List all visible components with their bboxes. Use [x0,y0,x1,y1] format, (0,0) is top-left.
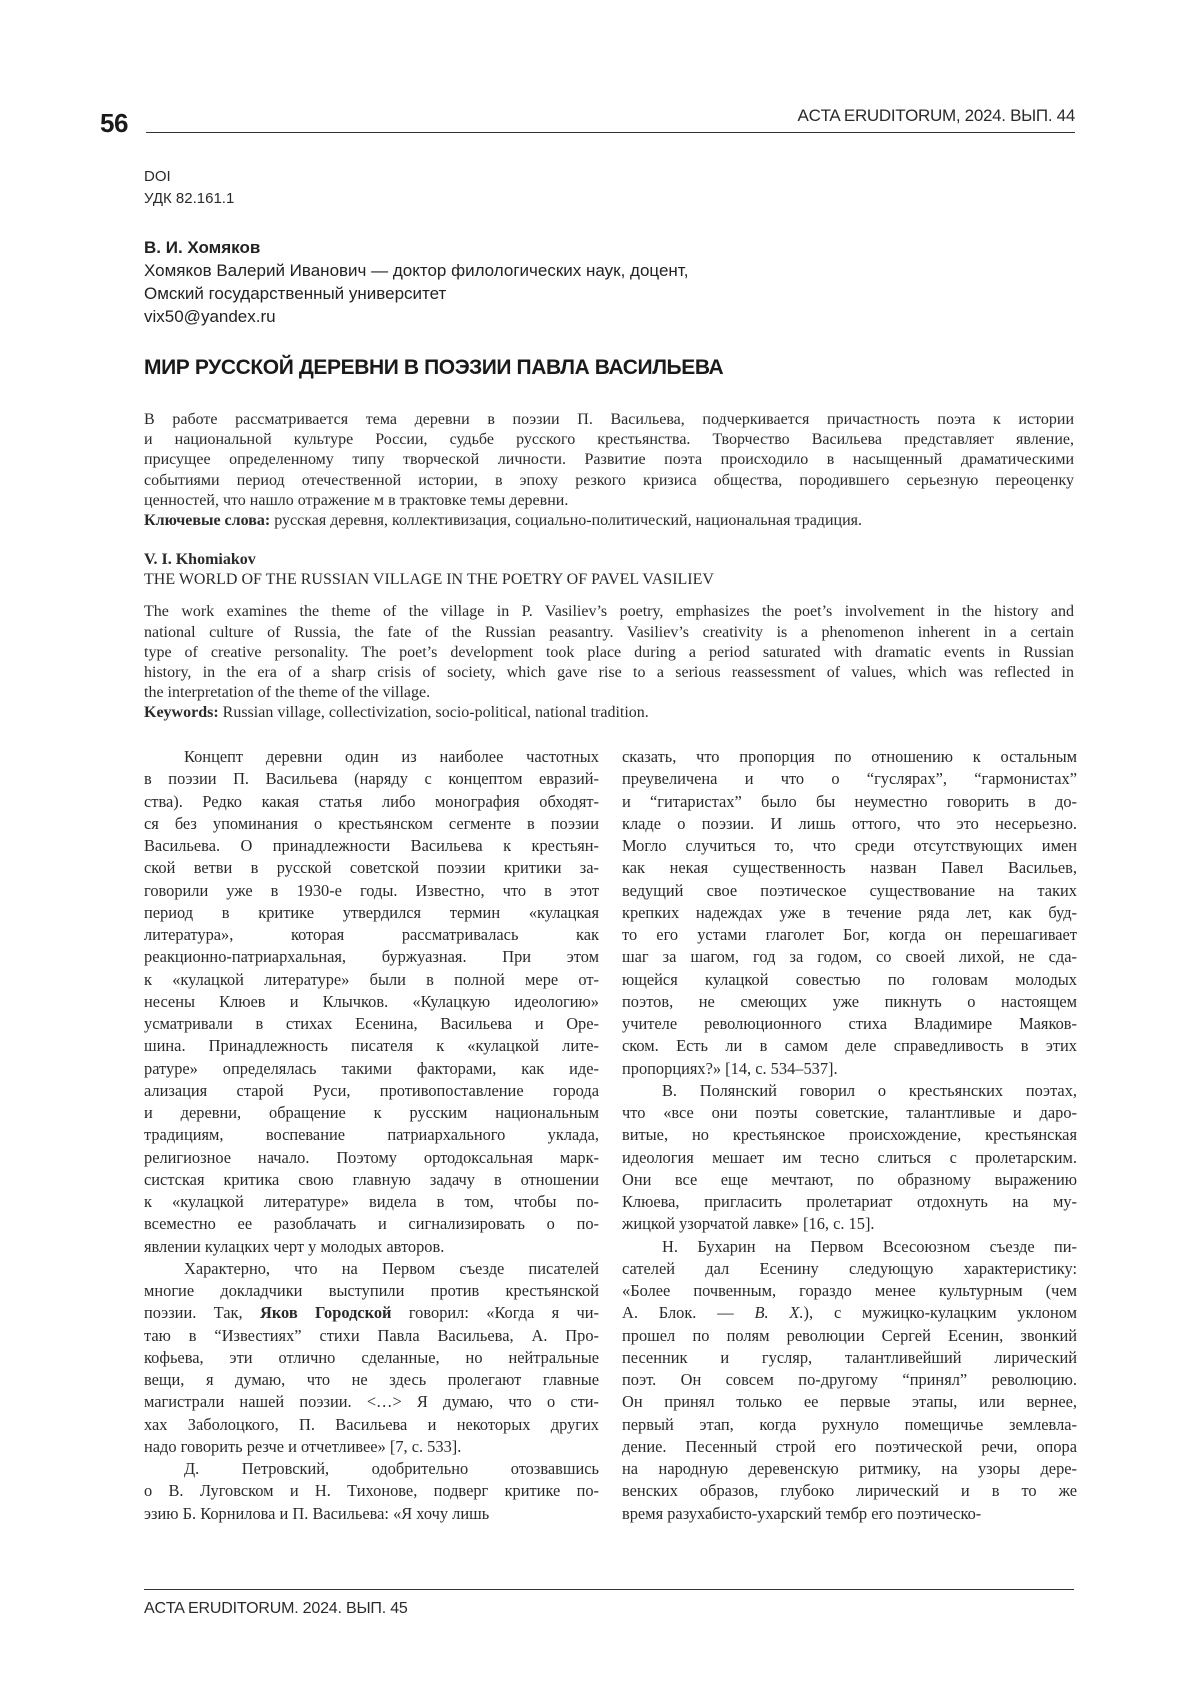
text-line: ся без упоминания о крестьянском сегменте в поэзии [144,813,599,833]
text-line: о В. Луговском и Н. Тихонове, подверг критике по- [144,1481,599,1501]
text-line: жицкой узорчатой лавке» [16, с. 15]. [622,1214,875,1234]
keywords-ru-label: Ключевые слова: [144,512,271,530]
text-line: поэтов, не смеющих уже пикнуть о настоящем [622,991,1077,1011]
text-line: вещи, я думаю, что не здесь пролегают главные [144,1370,599,1389]
text-line: первый этап, когда рухнуло помещичье землевла- [622,1414,1077,1434]
author-block [144,236,688,328]
text-line: венских образов, глубоко лирический и в то же [622,1481,1077,1501]
text-line: реакционно-патриархальная, буржуазная. При этом [144,947,599,967]
text-line: надо говорить резче и отчетливее» [7, с. 533]. [144,1436,462,1456]
running-head [100,100,1075,136]
author-name-en: V. I. Khomiakov [144,551,256,568]
text-line: витые, но крестьянское происхождение, крестьянская [622,1125,1077,1145]
text-line: всеместно ее разоблачать и сигнализировать о по- [144,1214,599,1234]
text-line: Характерно, что на Первом съезде писателей [184,1258,599,1278]
text-line: Они все еще мечтают, по образному выражению [622,1169,1077,1189]
text-line: Клюева, пригласить пролетариат отдохнуть на му- [622,1192,1077,1211]
text-line: время разухабисто-ухарский тембр его поэтическо- [622,1503,982,1523]
text-line: к «кулацкой литературе» видела в том, чтобы по- [144,1192,599,1211]
text-line: ющейся кулацкой совестью по головам молодых [622,969,1077,989]
text-line: период в критике утвердился термин «кулацкая [144,902,599,922]
text-line: пропорциях?» [14, с. 534–537]. [622,1058,838,1078]
author-name: В. И. Хомяков [144,238,261,257]
keywords-en-list: Russian village, collectivization, socio-political, national tradition. [218,704,649,722]
text-line: как некая существенность назван Павел Васильев, [622,858,1077,878]
author-credentials: Хомяков Валерий Иванович — доктор филологических наук, доцент, [144,261,689,280]
text-line: А. Блок. — В. Х.), с мужицко-кулацким уклоном [622,1303,1077,1323]
text-line: к «кулацкой литературе» были в полной мере от- [144,969,599,989]
author-affiliation: Омский государственный университет [144,284,447,303]
doi-label: DOI [144,168,171,185]
text-line: несены Клюев и Клычков. «Кулацкую идеологию» [144,991,599,1011]
abstract-en-text [144,602,1074,703]
text-line: ценностей, что нашло отражение м в трактовке темы деревни. [144,491,569,509]
author-email[interactable]: vix50@yandex.ru [144,307,276,326]
body-column-left [144,746,599,1525]
text-line: традициям, воспевание патриархального уклада, [144,1125,599,1145]
text-line: the interpretation of the theme of the village. [144,684,431,702]
article-title-en: THE WORLD OF THE RUSSIAN VILLAGE IN THE POETRY OF PAVEL VASILIEV [144,571,714,589]
text-line: хах Заболоцкого, П. Васильева и некоторых других [144,1414,599,1434]
text-line: Д. Петровский, одобрительно отозвавшись [184,1459,599,1478]
footer-rule [144,1589,1074,1590]
text-line: ратуре» определялась такими факторами, как иде- [144,1058,599,1078]
text-line: Васильева. О принадлежности Васильева к крестьян- [144,836,599,855]
text-line: Он принял только ее первые этапы, или вернее, [622,1392,1077,1412]
bold-name: Яков Городской [259,1303,392,1323]
text-line: The work examines the theme of the village in P. Vasiliev’s poetry, emphasizes the poet’s involvement in the history and [144,603,1074,621]
text-line: national culture of Russia, the fate of the Russian peasantry. Vasiliev’s creativity is a phenomenon inherent in a certain [144,623,1074,641]
text-line: кладе о поэзии. И лишь оттого, что это несерьезно. [622,813,1077,833]
text-line: событиями период отечественной истории, в эпоху резкого кризиса общества, породившего серьезную переоценку [144,471,1074,489]
text-line: и “гитаристах” было бы неуместно говорить в до- [622,791,1077,811]
text-line: идеология мешает им тесно слиться с пролетарским. [622,1147,1077,1167]
text-line: на народную деревенскую ритмику, на узоры дере- [622,1459,1077,1478]
text-line: сателей дал Есенину следующую характеристику: [622,1258,1077,1278]
header-rule [146,132,1075,133]
body-column-right [622,746,1077,1525]
text-line: то его устами глаголет Бог, когда он перешагивает [622,925,1077,944]
text-line: и деревни, обращение к русским национальным [144,1103,599,1122]
keywords-en [144,703,1074,723]
text-line: что «все они поэты советские, талантливые и даро- [622,1103,1077,1122]
text-line: религиозное начало. Поэтому ортодоксальная марк- [144,1147,599,1167]
text-line: ском. Есть ли в самом деле справедливость в этих [622,1036,1077,1056]
text-line: шина. Принадлежность писателя к «кулацкой лите- [144,1036,599,1056]
article-title: МИР РУССКОЙ ДЕРЕВНИ В ПОЭЗИИ ПАВЛА ВАСИЛЬЕВА [144,356,724,379]
italic-initials: В. Х. [754,1303,804,1323]
text-line: учителе революционного стиха Владимире Маяков- [622,1014,1077,1033]
abstract-russian [144,410,1074,531]
page-footer: ACTA ERUDITORUM. 2024. ВЫП. 45 [144,1600,408,1617]
text-line: В. Полянский говорил о крестьянских поэтах, [662,1080,1077,1100]
text-line: Н. Бухарин на Первом Всесоюзном съезде пи- [662,1236,1077,1256]
text-line: Могло случиться то, что среди отсутствующих имен [622,836,1077,855]
text-line: эзию Б. Корнилова и П. Васильева: «Я хочу лишь [144,1503,490,1523]
text-line: преувеличена и что о “гуслярах”, “гармонистах” [622,769,1077,789]
text-line: шаг за шагом, год за годом, со своей лихой, не сда- [622,947,1077,967]
udk-code: УДК 82.161.1 [144,190,235,207]
keywords-ru [144,511,1074,531]
text-line: ства). Редко какая статья либо монография обходят- [144,791,599,811]
text-line: и национальной культуре России, судьбе русского крестьянства. Творчество Васильева представляет явление, [144,431,1074,449]
article-meta [144,166,234,210]
text-line: песенник и гусляр, талантливейший лирический [622,1347,1077,1367]
abstract-ru-text [144,410,1074,511]
text-line: таю в “Известиях” стихи Павла Васильева, А. Про- [144,1325,599,1345]
text-line: в поэзии П. Васильева (наряду с концептом евразий- [144,769,599,789]
keywords-ru-list: русская деревня, коллективизация, социально-политический, национальная традиция. [270,512,862,530]
text-line: history, in the era of a sharp crisis of society, which gave rise to a serious reassessment of values, which was reflected in [144,664,1074,682]
text-line: ализация старой Руси, противопоставление города [144,1080,599,1100]
text-line: type of creative personality. The poet’s development took place during a period saturated with dramatic events in Russian [144,643,1074,661]
text-line: присущее определенному типу творческой личности. Развитие поэта происходило в насыщенный драматическими [144,451,1074,469]
page-number: 56 [100,108,128,138]
text-line: крепких надеждах уже в течение ряда лет, как буд- [622,902,1077,922]
text-line: магистрали нашей поэзии. <…> Я думаю, что о сти- [144,1392,599,1412]
text-line: говорили уже в 1930-е годы. Известно, что в этот [144,880,599,900]
text-line: кофьева, эти отлично сделанные, но нейтральные [144,1347,599,1367]
text-line: Концепт деревни один из наиболее частотных [184,747,599,766]
text-line: дение. Песенный строй его поэтической речи, опора [622,1436,1077,1456]
journal-running-title: ACTA ERUDITORUM, 2024. ВЫП. 44 [797,106,1075,125]
text-line: многие докладчики выступили против крестьянской [144,1281,599,1300]
keywords-en-label: Keywords: [144,704,219,722]
text-line: В работе рассматривается тема деревни в поэзии П. Васильева, подчеркивается причастность поэта к истории [144,411,1074,428]
text-line: поэзии. Так, Яков Городской говорил: «Когда я чи- [144,1303,599,1323]
abstract-english [144,550,1074,724]
text-line: усматривали в стихах Есенина, Васильева и Оре- [144,1014,599,1033]
text-line: систская критика свою главную задачу в отношении [144,1169,599,1189]
text-line: сказать, что пропорция по отношению к остальным [622,747,1077,766]
text-line: явлении кулацких черт у молодых авторов. [144,1236,445,1256]
text-line: литература», которая рассматривалась как [144,925,599,944]
text-line: «Более почвенным, гораздо менее культурным (чем [622,1281,1077,1300]
text-line: ской ветви в русской советской поэзии критики за- [144,858,599,878]
text-line: поэт. Он совсем по-другому “принял” революцию. [622,1370,1077,1389]
text-line: прошел по полям революции Сергей Есенин, звонкий [622,1325,1077,1345]
text-line: ведущий свое поэтическое существование на таких [622,880,1077,900]
spacer [144,590,1074,602]
